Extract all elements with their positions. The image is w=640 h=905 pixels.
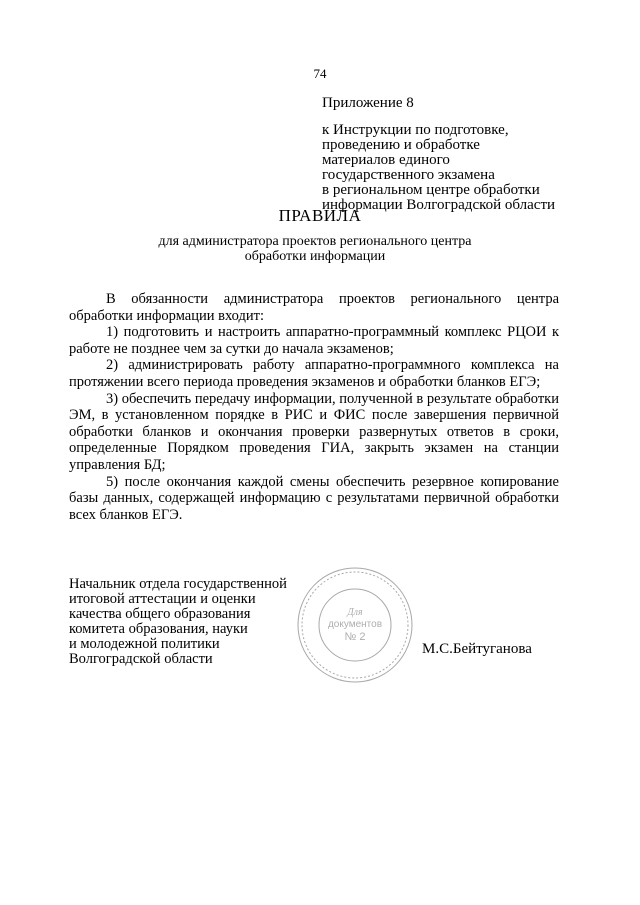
official-stamp [295, 565, 415, 685]
appendix-reference-line: к Инструкции по подготовке, [322, 122, 509, 138]
document-subtitle-line: обработки информации [244, 249, 386, 264]
page-number: 74 [313, 66, 327, 81]
svg-text:документов: документов [327, 619, 383, 630]
signatory-position-line: Волгоградской области [69, 651, 213, 667]
appendix-reference [322, 123, 582, 213]
body-paragraph-intro: В обязанности администратора проектов регионального центра обработки информации входит: [69, 291, 559, 324]
body-paragraph-item-1: 1) подготовить и настроить аппаратно-программный комплекс РЦОИ к работе не позднее чем за сутки до начала экзаменов; [69, 324, 559, 357]
body-paragraph-item-5: 5) после окончания каждой смены обеспечить резервное копирование базы данных, содержащей информацию с результатами первичной обработки всех бланков ЕГЭ. [69, 473, 559, 523]
document-subtitle-line: для администратора проектов регионального центра [158, 234, 472, 249]
signatory-position [69, 577, 309, 667]
document-body [69, 291, 559, 523]
signatory-name: М.С.Бейтуганова [422, 641, 532, 657]
svg-text:№ 2: № 2 [344, 631, 366, 643]
appendix-reference-line: проведению и обработке [322, 137, 480, 153]
svg-text:Для: Для [347, 607, 363, 618]
signatory-position-line: комитета образования, науки [69, 621, 248, 637]
appendix-title: Приложение 8 [322, 95, 414, 111]
body-paragraph-item-2: 2) администрировать работу аппаратно-программного комплекса на протяжении всего периода проведения экзаменов и обработки бланков ЕГЭ; [69, 357, 559, 390]
appendix-reference-line: информации Волгоградской области [322, 197, 556, 213]
appendix-reference-line: государственного экзамена [322, 167, 495, 183]
signatory-position-line: качества общего образования [69, 606, 251, 622]
document-title: ПРАВИЛА [278, 206, 362, 225]
signatory-position-line: и молодежной политики [69, 636, 220, 652]
appendix-reference-line: материалов единого [322, 152, 450, 168]
signatory-position-line: Начальник отдела государственной [69, 576, 287, 592]
appendix-reference-line: в региональном центре обработки [322, 182, 540, 198]
body-paragraph-item-3: 3) обеспечить передачу информации, полученной в результате обработки ЭМ, в установленном порядке в РИС и ФИС после завершения первичной обработки бланков и окончания проверки развернутых ответов в сроки, определенные Порядком проведения ГИА, закрыть экзамен на станции управления БД; [69, 390, 559, 473]
document-subtitle [130, 234, 500, 264]
signatory-position-line: итоговой аттестации и оценки [69, 591, 256, 607]
